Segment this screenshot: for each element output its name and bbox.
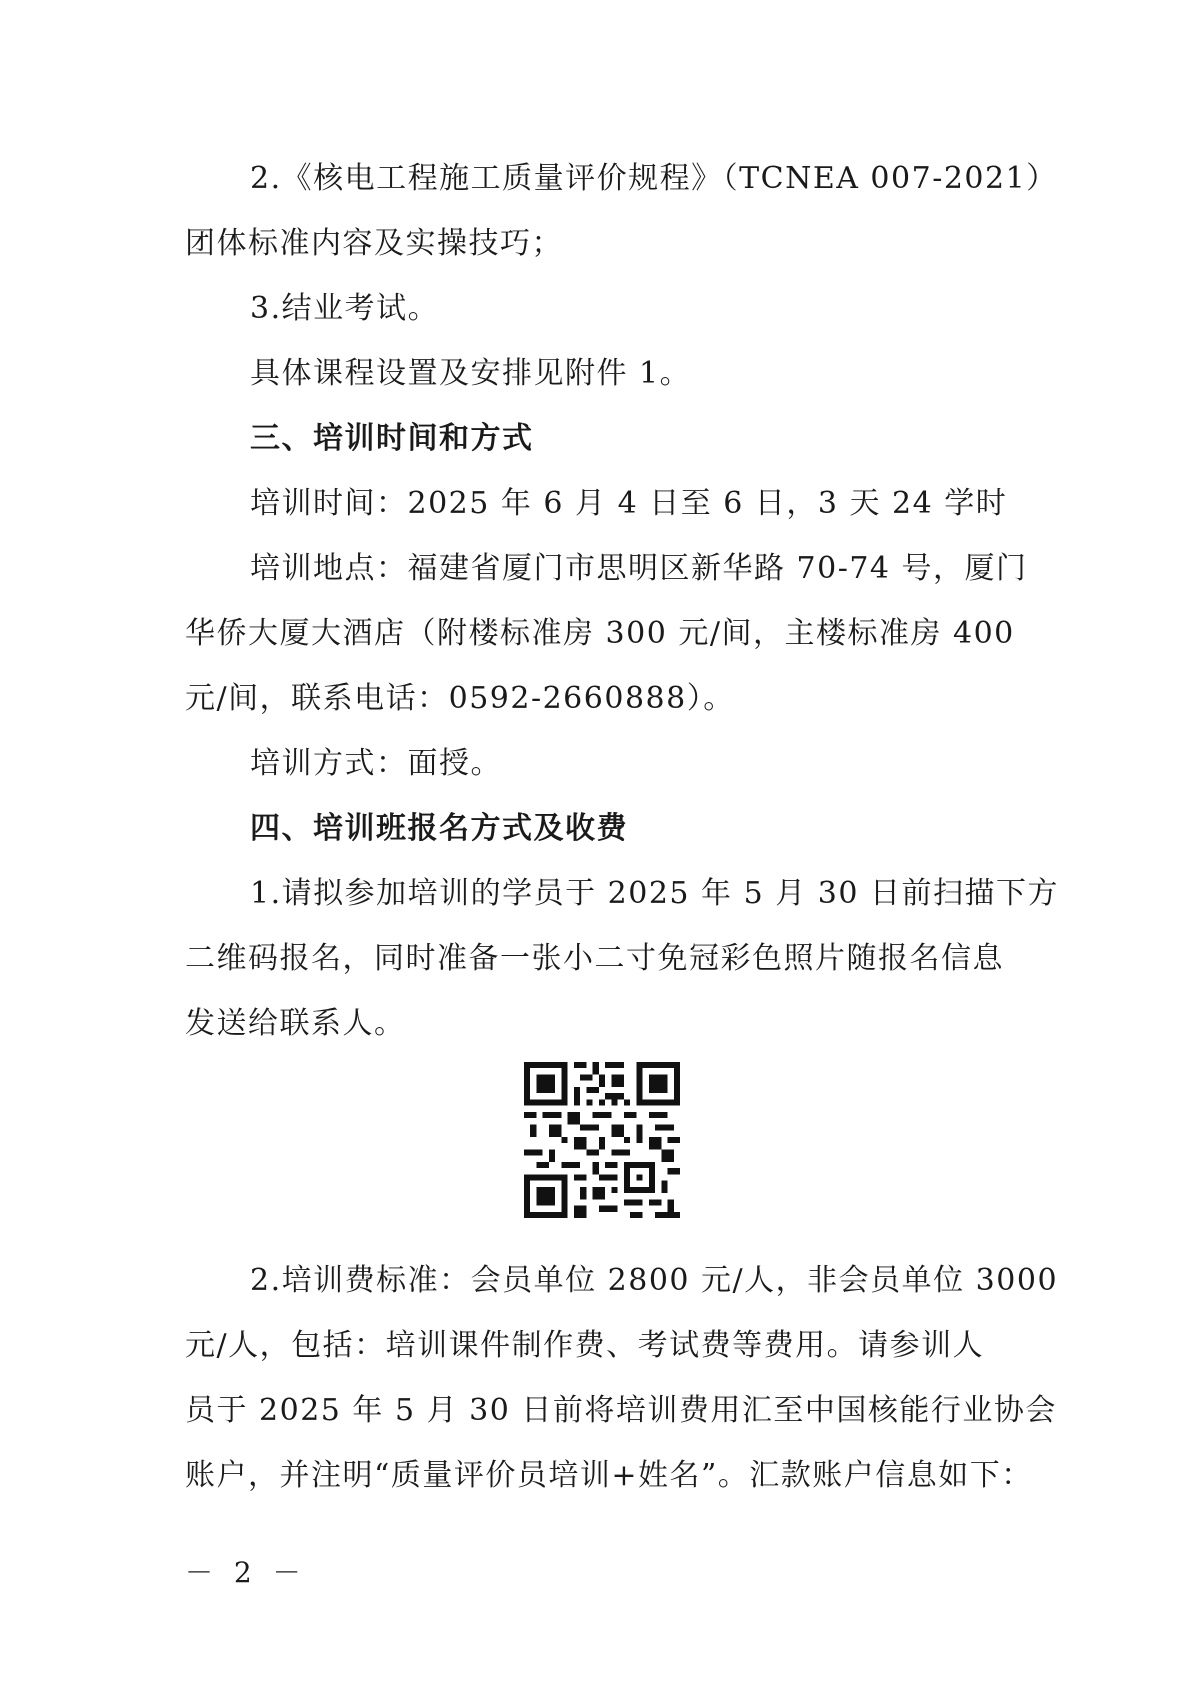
text-line-registration-1-cont-1: 二维码报名，同时准备一张小二寸免冠彩色照片随报名信息	[185, 941, 1004, 976]
text-line-fee-standard-cont-1: 元/人，包括：培训课件制作费、考试费等费用。请参训人	[185, 1328, 985, 1363]
text-line-fee-standard-cont-3: 账户，并注明“质量评价员培训+姓名”。汇款账户信息如下：	[185, 1458, 1033, 1493]
page-number: － 2 －	[185, 1556, 307, 1589]
text-line-training-mode: 培训方式：面授。	[250, 746, 502, 781]
text-line-training-location-cont-1: 华侨大厦大酒店（附楼标准房 300 元/间，主楼标准房 400	[185, 616, 1015, 651]
text-line-training-location: 培训地点：福建省厦门市思明区新华路 70-74 号，厦门	[250, 551, 1028, 586]
text-line-fee-standard: 2.培训费标准：会员单位 2800 元/人，非会员单位 3000	[250, 1263, 1059, 1298]
text-line-registration-1-cont-2: 发送给联系人。	[185, 1006, 406, 1041]
text-line-course-item-2: 2.《核电工程施工质量评价规程》（TCNEA 007-2021）	[250, 161, 1058, 196]
text-line-course-reference: 具体课程设置及安排见附件 1。	[250, 356, 692, 391]
text-line-course-item-2-cont: 团体标准内容及实操技巧；	[185, 226, 563, 261]
section-heading-3: 三、培训时间和方式	[250, 421, 534, 456]
text-line-course-item-3: 3.结业考试。	[250, 291, 440, 326]
section-heading-4: 四、培训班报名方式及收费	[250, 811, 628, 846]
text-line-training-time: 培训时间：2025 年 6 月 4 日至 6 日，3 天 24 学时	[250, 486, 1008, 521]
registration-qr-code-icon	[524, 1062, 680, 1218]
text-line-fee-standard-cont-2: 员于 2025 年 5 月 30 日前将培训费用汇至中国核能行业协会	[185, 1393, 1057, 1428]
text-line-training-location-cont-2: 元/间，联系电话：0592-2660888）。	[185, 681, 735, 716]
text-line-registration-1: 1.请拟参加培训的学员于 2025 年 5 月 30 日前扫描下方	[250, 876, 1059, 911]
